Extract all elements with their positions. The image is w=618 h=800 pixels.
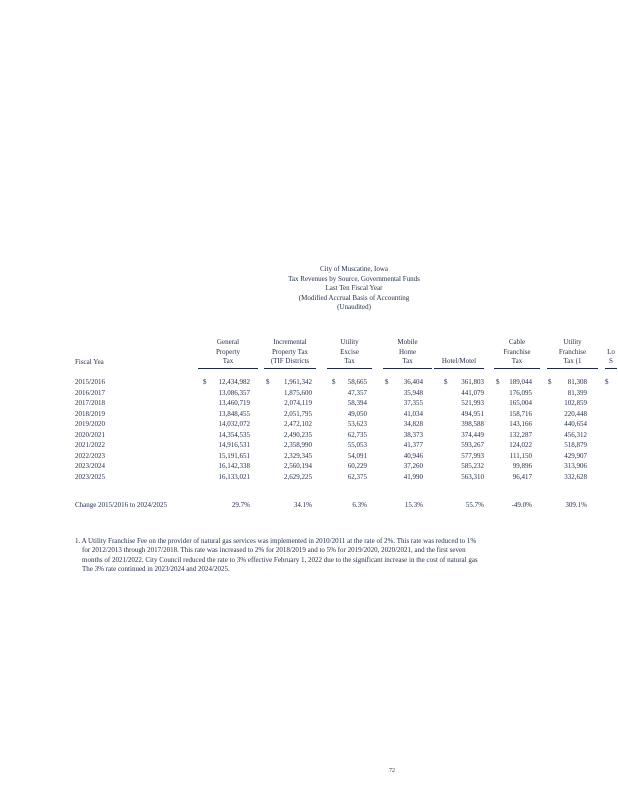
cell-value: 2,074,119 (284, 399, 312, 407)
column-header-line: Excise (340, 347, 359, 356)
cell-value: 16,142,338 (218, 462, 250, 470)
table-row (0, 399, 618, 410)
cell-value: 15,191,651 (218, 451, 250, 460)
dollar-sign: $ (332, 378, 336, 386)
cell-value: 13,848,455 (218, 409, 250, 418)
cell-value: 518,879 (564, 441, 587, 449)
cell-value: 58,394 (347, 399, 367, 407)
cell-value: 81,308 (567, 378, 587, 386)
cell-value: 41,034 (403, 409, 423, 418)
cell-value: 37,260 (403, 462, 423, 470)
footnote-line: months of 2021/2022. City Council reduced the rate to 3% effective February 1, 2022 due to the significant increase in the cost of natural gas (82, 555, 478, 564)
cell-value: 2,051,795 (284, 409, 312, 418)
column-header-line (434, 348, 484, 358)
change-value: 6.3% (352, 501, 367, 509)
fiscal-year: 2017/2018 (75, 399, 105, 407)
change-value: 55.7% (465, 501, 484, 509)
cell-value: 332,628 (564, 472, 587, 481)
footnote-line: for 2012/2013 through 2017/2018. This rate was increased to 2% for 2018/2019 and to 5% for 2019/2020, 2020/2021, and the first seven (82, 546, 466, 555)
column-header-line: Lo (607, 347, 615, 356)
title-line: City of Muscatine, Iowa (319, 265, 389, 273)
cell-value: 2,560,194 (284, 462, 312, 470)
fiscal-year: 2015/2016 (75, 378, 105, 386)
table-row (0, 441, 618, 452)
column-header (264, 338, 316, 369)
cell-value: 47,357 (347, 388, 367, 397)
fiscal-year: 2019/2020 (75, 420, 105, 428)
header-underline (383, 368, 432, 369)
cell-value: 1,875,600 (284, 388, 312, 397)
footnote-line: 1. A Utility Franchise Fee on the provider of natural gas services was implemented in 2010/2011 at the rate of 2%. This rate was reduced to 1% (75, 537, 477, 545)
cell-value: 41,377 (403, 441, 423, 449)
table-row (0, 378, 618, 389)
table-row (0, 389, 618, 400)
column-header-line: Mobile (397, 338, 418, 346)
header-underline (494, 368, 540, 369)
page-number: 72 (389, 768, 395, 774)
title-line: Tax Revenues by Source, Governmental Funds (288, 274, 420, 283)
cell-value: 38,373 (403, 430, 423, 439)
header-underline (547, 368, 598, 369)
column-header-line: Incremental (273, 338, 307, 346)
fiscal-year: 2021/2022 (75, 441, 105, 449)
table-row (0, 410, 618, 421)
cell-value: 41,990 (403, 472, 423, 481)
cell-value: 361,803 (461, 378, 484, 386)
cell-value: 54,091 (347, 451, 367, 460)
footnote (75, 537, 478, 575)
table-row (0, 452, 618, 463)
table-row (0, 431, 618, 442)
fiscal-year: 2022/2023 (75, 451, 105, 460)
change-value: 15.3% (404, 501, 423, 509)
cell-value: 165,004 (509, 399, 532, 407)
change-value: 34.1% (293, 501, 312, 509)
column-header-line: S (609, 357, 613, 366)
cell-value: 62,735 (347, 430, 367, 439)
cell-value: 14,916,531 (218, 441, 250, 449)
fiscal-year: 2018/2019 (75, 409, 105, 418)
cell-value: 313,906 (564, 462, 587, 470)
fiscal-year: 2020/2021 (75, 430, 105, 439)
cell-value: 143,166 (509, 420, 532, 428)
column-header (434, 338, 484, 369)
column-header-line: Hotel/Motel (441, 357, 477, 366)
title-line: (Unaudited) (337, 303, 371, 311)
cell-value: 2,629,225 (284, 472, 312, 481)
cell-value: 220,448 (564, 409, 587, 418)
cell-value: 2,472,102 (284, 420, 312, 428)
column-header-line: Tax (1 (563, 357, 582, 366)
dollar-sign: $ (385, 378, 389, 386)
report-title (0, 265, 618, 313)
header-underline (605, 368, 617, 369)
cell-value: 2,490,235 (284, 430, 312, 439)
change-label: Change 2015/2016 to 2024/2025 (75, 501, 167, 509)
cell-value: 96,417 (512, 472, 532, 481)
change-value: -49.0% (511, 501, 532, 509)
cell-value: 456,312 (564, 430, 587, 439)
fiscal-year: 2023/2025 (75, 472, 105, 481)
header-underline (264, 368, 316, 369)
cell-value: 55,053 (347, 441, 367, 449)
cell-value: 36,404 (403, 378, 423, 386)
cell-value: 34,828 (403, 420, 423, 428)
column-header-line: Tax (344, 357, 355, 366)
table-row (0, 473, 618, 484)
cell-value: 2,358,990 (284, 441, 312, 449)
dollar-sign: $ (203, 378, 207, 386)
column-header (547, 338, 598, 369)
cell-value: 494,951 (461, 409, 484, 418)
dollar-sign: $ (548, 378, 552, 386)
header-underline (434, 368, 484, 369)
cell-value: 81,399 (567, 388, 587, 397)
column-header-line: Franchise (503, 347, 531, 356)
cell-value: 13,086,357 (218, 388, 250, 397)
cell-value: 14,354,535 (218, 430, 250, 439)
table-row (0, 462, 618, 473)
cell-value: 189,044 (509, 378, 532, 386)
cell-value: 593,267 (461, 441, 484, 449)
cell-value: 37,355 (403, 399, 423, 407)
cell-value: 585,232 (461, 462, 484, 470)
column-header-line (605, 338, 617, 348)
header-underline (198, 368, 258, 369)
cell-value: 60,229 (347, 462, 367, 470)
column-header (383, 338, 432, 369)
change-value: 29.7% (231, 501, 250, 509)
cell-value: 102,859 (564, 399, 587, 407)
column-header-line: Tax (511, 357, 523, 366)
column-header (605, 338, 617, 369)
column-header-line: Utility (340, 338, 359, 346)
column-header-line: General (216, 338, 240, 346)
dollar-sign: $ (496, 378, 500, 386)
column-header-line: Property (215, 347, 241, 356)
cell-value: 374,449 (461, 430, 484, 439)
cell-value: 58,665 (347, 378, 367, 386)
cell-value: 53,623 (347, 420, 367, 428)
dollar-sign: $ (605, 378, 609, 386)
fiscal-year: 2023/2024 (75, 462, 105, 470)
cell-value: 16,133,021 (218, 472, 250, 481)
cell-value: 111,150 (509, 451, 532, 460)
cell-value: 429,907 (564, 451, 587, 460)
table-row (0, 420, 618, 431)
cell-value: 176,095 (509, 388, 532, 397)
cell-value: 2,329,345 (284, 451, 312, 460)
cell-value: 132,287 (509, 430, 532, 439)
cell-value: 13,460,719 (218, 399, 250, 407)
cell-value: 12,434,982 (218, 378, 250, 386)
cell-value: 99,896 (512, 462, 532, 470)
column-header (327, 338, 372, 369)
cell-value: 440,654 (564, 420, 587, 428)
cell-value: 1,961,342 (284, 378, 312, 386)
cell-value: 124,022 (509, 441, 532, 449)
column-header (198, 338, 258, 369)
column-header-line (434, 338, 484, 348)
change-value: 309.1% (565, 501, 587, 509)
column-header-line: Home (398, 347, 417, 356)
dollar-sign: $ (444, 378, 448, 386)
column-header-line: Tax (402, 357, 413, 366)
fiscal-year-header: Fiscal Yea (75, 358, 104, 366)
column-header-line: (TIF Districts (270, 357, 310, 366)
footnote-line: The 3% rate continued in 2023/2024 and 2024/2025. (82, 565, 230, 574)
cell-value: 398,588 (461, 420, 484, 428)
header-underline (327, 368, 372, 369)
cell-value: 521,993 (461, 399, 484, 407)
column-header (494, 338, 540, 369)
column-header-line: Property Tax (271, 347, 309, 356)
column-header-line: Franchise (558, 347, 587, 356)
title-line: Last Ten Fiscal Year (325, 284, 383, 292)
cell-value: 62,375 (347, 472, 367, 481)
cell-value: 14,032,072 (218, 420, 250, 428)
cell-value: 49,050 (347, 409, 367, 418)
cell-value: 40,946 (403, 451, 423, 460)
column-header-line: Cable (508, 338, 526, 346)
cell-value: 158,716 (509, 409, 532, 418)
cell-value: 441,079 (461, 388, 484, 397)
cell-value: 35,948 (403, 388, 423, 397)
cell-value: 577,993 (461, 451, 484, 460)
fiscal-year: 2016/2017 (75, 388, 105, 397)
change-row (0, 501, 618, 512)
column-header-line: Tax (222, 357, 234, 366)
dollar-sign: $ (266, 378, 270, 386)
column-header-line: Utility (563, 338, 582, 346)
title-line: (Modified Accrual Basis of Accounting (298, 293, 410, 302)
cell-value: 563,310 (461, 472, 484, 481)
